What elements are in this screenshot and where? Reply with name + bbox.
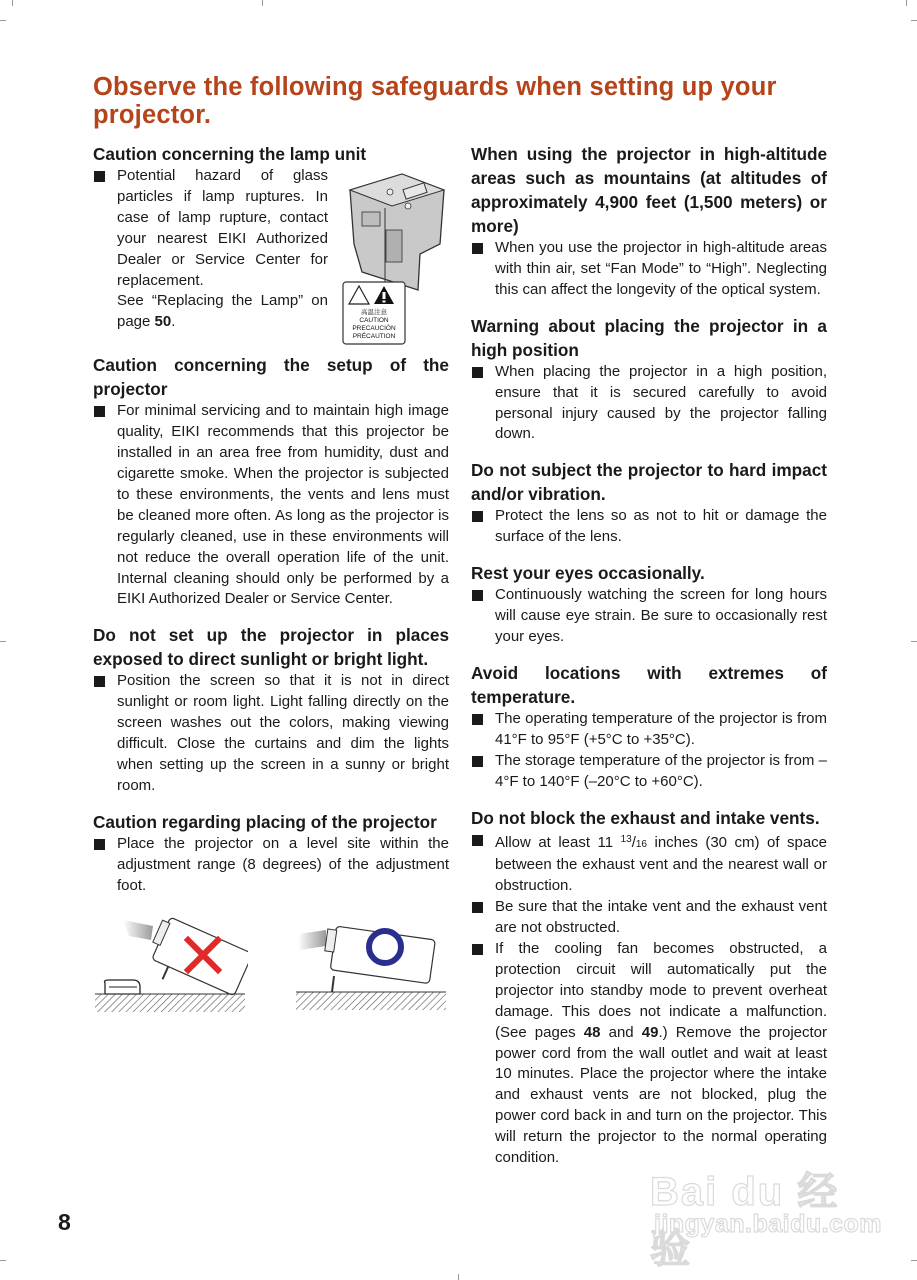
- square-bullet-icon: [472, 590, 483, 601]
- svg-text:PRECAUCIÓN: PRECAUCIÓN: [352, 325, 396, 332]
- page-reference: 49: [641, 1023, 659, 1041]
- crop-mark: [906, 0, 907, 6]
- left-column: [93, 142, 449, 1030]
- crop-mark: [12, 0, 13, 6]
- watermark-url: jingyan.baidu.com: [654, 1210, 882, 1238]
- crop-mark: [458, 1274, 459, 1280]
- incorrect-placement-illustration: [93, 910, 248, 1020]
- section-heading: Do not block the exhaust and intake vents.: [471, 807, 820, 828]
- square-bullet-icon: [472, 243, 483, 254]
- list-item: Potential hazard of glass particles if lamp ruptures. In case of lamp rupture, contact your nearest EIKI Authorized Dealer or Service Center for replacement. See “Replacing the Lamp” on page 50.: [93, 166, 328, 333]
- list-item: Be sure that the intake vent and the exhaust vent are not obstructed.: [471, 897, 827, 939]
- square-bullet-icon: [94, 406, 105, 417]
- watermark-logo: Bai du 经验: [650, 1170, 840, 1271]
- square-bullet-icon: [94, 171, 105, 182]
- square-bullet-icon: [94, 676, 105, 687]
- list-item: Protect the lens so as not to hit or damage the surface of the lens.: [471, 506, 827, 548]
- crop-mark: [911, 20, 917, 21]
- section-impact: [471, 458, 827, 548]
- right-column: [471, 142, 827, 1182]
- placement-figures: [93, 910, 449, 1030]
- caution-label: 高温注意: [361, 308, 387, 316]
- section-heading: Caution regarding placing of the projector: [93, 811, 437, 832]
- list-item: The storage temperature of the projector is from –4°F to 140°F (–20°C to +60°C).: [471, 751, 827, 793]
- section-heading: Caution concerning the setup of the projector: [93, 355, 449, 400]
- square-bullet-icon: [472, 756, 483, 767]
- list-item: If the cooling fan becomes obstructed, a protection circuit will automatically put the projector into standby mode to prevent overheat damage. This does not indicate a malfunction. (See pages 48 and 49.) Remove the projector power cord from the wall outlet and wait at least 10 minutes. Place the projector where the intake and exhaust vents are not blocked, plug the power cord back in and turn on the projector. This will return the projector to the normal operating condition.: [471, 939, 827, 1169]
- section-altitude: [471, 142, 827, 301]
- section-lamp-unit: [93, 142, 449, 340]
- square-bullet-icon: [472, 714, 483, 725]
- list-item: When placing the projector in a high position, ensure that it is secured carefully to avoid personal injury caused by the projector falling down.: [471, 362, 827, 446]
- section-heading: Avoid locations with extremes of temperature.: [471, 662, 827, 707]
- list-item: Position the screen so that it is not in direct sunlight or room light. Light falling directly on the screen washes out the colors, making viewing difficult. Close the curtains and dim the lights when setting up the screen in a sunny or bright room.: [93, 671, 449, 796]
- section-placing: [93, 810, 449, 897]
- svg-text:CAUTION: CAUTION: [359, 317, 389, 324]
- svg-text:PRÉCAUTION: PRÉCAUTION: [352, 333, 396, 340]
- list-item: For minimal servicing and to maintain high image quality, EIKI recommends that this projector be installed in an area free from humidity, dust and cigarette smoke. When the projector is subjected to these environments, the vents and lens must be cleaned more often. As long as the projector is regularly cleaned, use in these environments will not reduce the overall operation life of the unit. Internal cleaning should only be performed by a EIKI Authorized Dealer or Service Center.: [93, 401, 449, 610]
- square-bullet-icon: [472, 835, 483, 846]
- section-heading: Warning about placing the projector in a high position: [471, 315, 827, 360]
- page-reference: 50: [154, 313, 172, 331]
- section-heading: Caution concerning the lamp unit: [93, 144, 367, 164]
- section-heading: Do not subject the projector to hard impact and/or vibration.: [471, 460, 827, 505]
- crop-mark: [0, 1260, 6, 1261]
- square-bullet-icon: [472, 511, 483, 522]
- section-setup: [93, 353, 449, 610]
- lamp-unit-illustration: [340, 172, 450, 348]
- section-heading: When using the projector in high-altitude areas such as mountains (at altitudes of approximately 4,900 feet (1,500 meters) or more): [471, 144, 827, 236]
- crop-mark: [0, 20, 6, 21]
- section-high-position: [471, 314, 827, 446]
- page-reference: 48: [583, 1023, 601, 1041]
- square-bullet-icon: [94, 839, 105, 850]
- square-bullet-icon: [472, 944, 483, 955]
- crop-mark: [0, 641, 6, 642]
- section-heading: Do not set up the projector in places exposed to direct sunlight or bright light.: [93, 625, 449, 670]
- list-item: The operating temperature of the projector is from 41°F to 95°F (+5°C to +35°C).: [471, 709, 827, 751]
- section-temperature: [471, 661, 827, 793]
- page-number: 8: [58, 1209, 71, 1235]
- crop-mark: [262, 0, 263, 6]
- list-item: When you use the projector in high-altitude areas with thin air, set “Fan Mode” to “High”. Neglecting this can affect the longevity of the optical system.: [471, 238, 827, 301]
- section-heading: Rest your eyes occasionally.: [471, 563, 705, 584]
- list-item: Place the projector on a level site within the adjustment range (8 degrees) of the adjustment foot.: [93, 834, 449, 897]
- crop-mark: [911, 1260, 917, 1261]
- page-title: Observe the following safeguards when setting up your projector.: [93, 73, 777, 129]
- list-item: Allow at least 11 $^{13}$/16 inches (30 cm) of space between the exhaust vent and the nearest wall or obstruction.: [471, 830, 827, 898]
- section-eyes: [471, 561, 827, 648]
- watermark: [650, 1160, 882, 1271]
- square-bullet-icon: [472, 902, 483, 913]
- section-sunlight: [93, 623, 449, 796]
- square-bullet-icon: [472, 367, 483, 378]
- crop-mark: [911, 641, 917, 642]
- section-vents: [471, 806, 827, 1170]
- correct-placement-illustration: [296, 910, 451, 1020]
- list-item: Continuously watching the screen for long hours will cause eye strain. Be sure to occasionally rest your eyes.: [471, 585, 827, 648]
